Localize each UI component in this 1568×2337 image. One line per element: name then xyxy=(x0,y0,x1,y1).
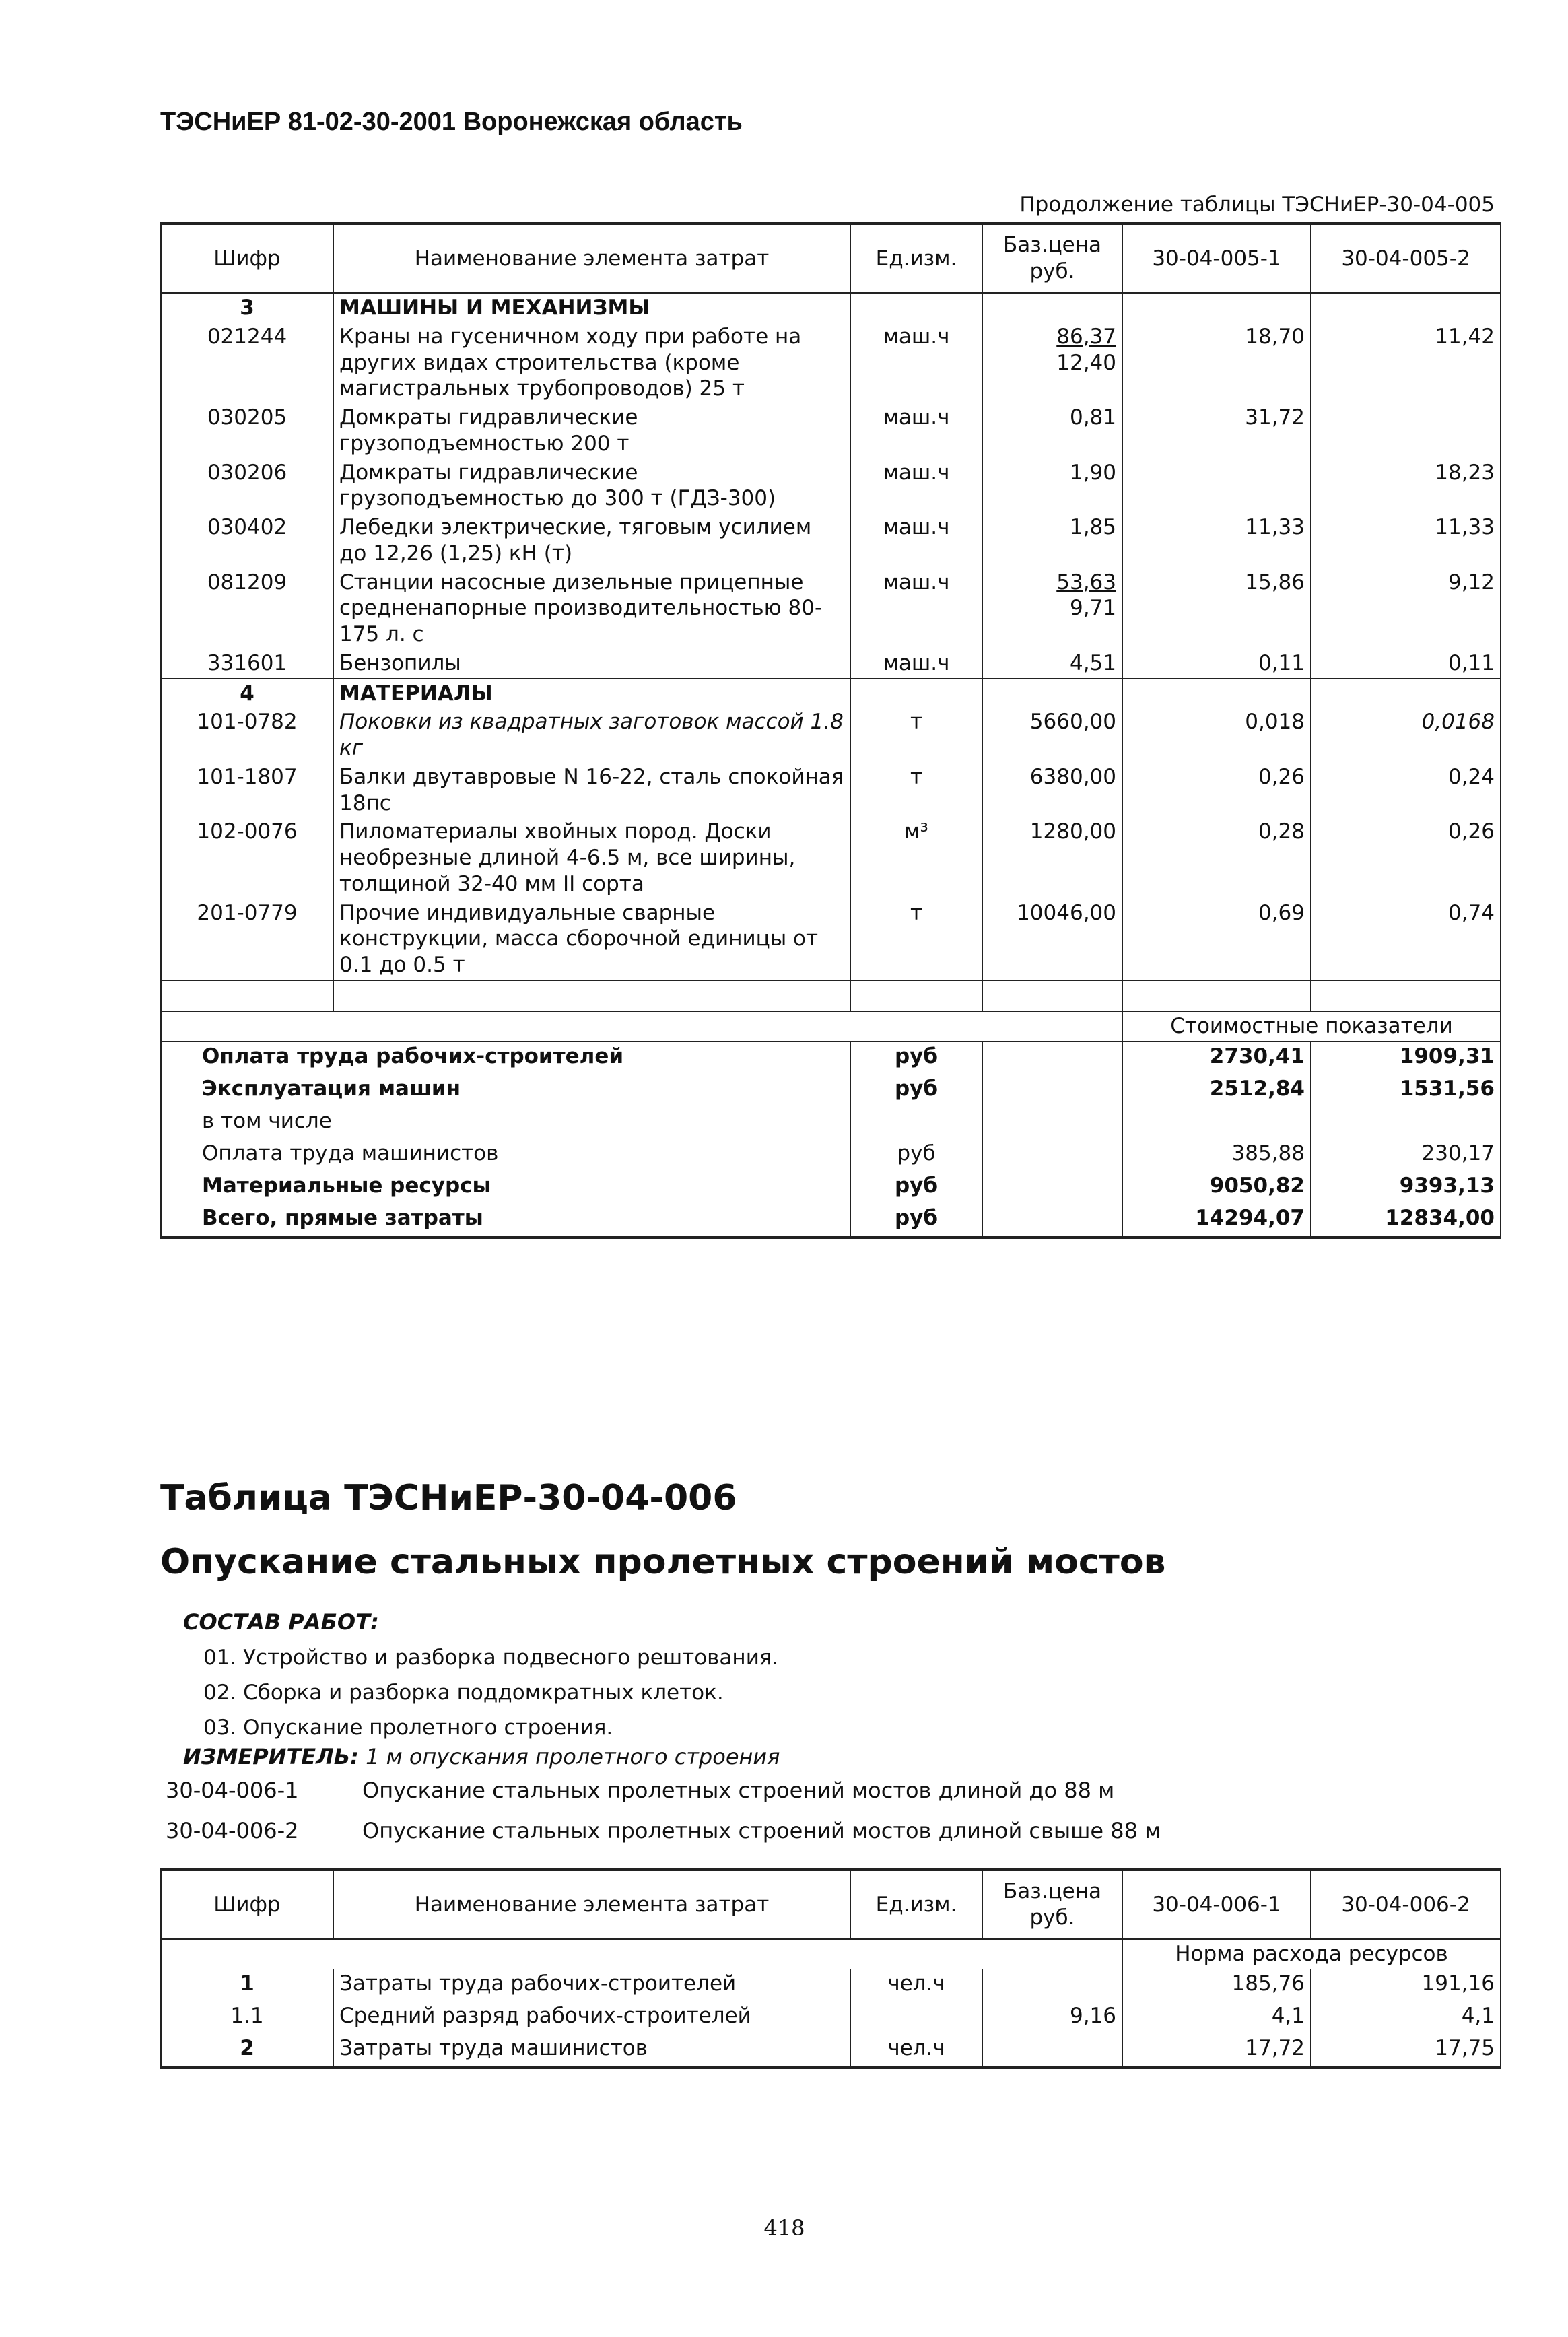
base-price xyxy=(982,323,1122,403)
resource-name: Затраты труда рабочих-строителей xyxy=(333,1969,850,2002)
norm-value-1: 0,018 xyxy=(1122,708,1311,763)
table-row xyxy=(161,817,1501,898)
norm-code: 30-04-006-1 xyxy=(166,1777,299,1803)
cost-indicators-row xyxy=(161,1011,1501,1042)
table-row xyxy=(161,763,1501,818)
price-value: 10046,00 xyxy=(1017,900,1116,925)
table-row xyxy=(161,568,1501,649)
empty-cell xyxy=(850,293,982,323)
table-row xyxy=(161,2034,1501,2068)
page-header: ТЭСНиЕР 81-02-30-2001 Воронежская область xyxy=(160,108,743,136)
summary-value-2: 1909,31 xyxy=(1311,1042,1501,1075)
summary-label: Эксплуатация машин xyxy=(161,1075,850,1107)
resource-code: 030206 xyxy=(161,459,333,514)
col-header: Ед.изм. xyxy=(850,1870,982,1939)
table-header-row xyxy=(161,224,1501,293)
table-header-row xyxy=(161,1870,1501,1939)
resource-code: 1.1 xyxy=(161,2002,333,2034)
unit: маш.ч xyxy=(850,568,982,649)
summary-row xyxy=(161,1042,1501,1075)
col-header: Наименование элемента затрат xyxy=(333,1870,850,1939)
empty-cell xyxy=(982,1042,1122,1075)
table-row xyxy=(161,513,1501,568)
summary-row xyxy=(161,1204,1501,1238)
summary-value-1: 2730,41 xyxy=(1122,1042,1311,1075)
price-value: 4,51 xyxy=(1069,650,1116,675)
norm-value-1: 31,72 xyxy=(1122,403,1311,459)
table-subtitle: Опускание стальных пролетных строений мостов xyxy=(160,1542,1166,1582)
measure-line xyxy=(183,1744,780,1769)
summary-unit xyxy=(850,1107,982,1139)
norm-description: Опускание стальных пролетных строений мостов длиной до 88 м xyxy=(362,1777,1115,1803)
table-row xyxy=(161,899,1501,980)
empty-cell xyxy=(982,1204,1122,1238)
norm-value-1 xyxy=(1122,459,1311,514)
empty-cell xyxy=(1122,293,1311,323)
work-item: 02. Сборка и разборка поддомкратных клеток. xyxy=(203,1681,724,1705)
unit: чел.ч xyxy=(850,1969,982,2002)
summary-label: Оплата труда рабочих-строителей xyxy=(161,1042,850,1075)
col-header: 30-04-005-2 xyxy=(1311,224,1501,293)
base-price xyxy=(982,649,1122,679)
summary-row xyxy=(161,1139,1501,1172)
resource-name: Домкраты гидравлические грузоподъемностью до 300 т (ГДЗ-300) xyxy=(333,459,850,514)
empty-cell xyxy=(982,1107,1122,1139)
section-row xyxy=(161,293,1501,323)
table-row xyxy=(161,1969,1501,2002)
resource-name: Средний разряд рабочих-строителей xyxy=(333,2002,850,2034)
empty-cell xyxy=(1311,293,1501,323)
resource-code: 101-1807 xyxy=(161,763,333,818)
summary-value-2: 1531,56 xyxy=(1311,1075,1501,1107)
resource-name: Балки двутавровые N 16-22, сталь спокойная 18пс xyxy=(333,763,850,818)
table-row xyxy=(161,708,1501,763)
work-composition-label: СОСТАВ РАБОТ: xyxy=(183,1609,379,1635)
unit: м³ xyxy=(850,817,982,898)
base-price: 9,16 xyxy=(982,2002,1122,2034)
summary-value-1 xyxy=(1122,1107,1311,1139)
price-secondary: 9,71 xyxy=(1069,596,1116,621)
cost-table-30-04-005 xyxy=(160,222,1501,1239)
norm-value-2: 17,75 xyxy=(1311,2034,1501,2068)
section-row xyxy=(161,679,1501,708)
summary-value-1: 9050,82 xyxy=(1122,1172,1311,1204)
col-header: Шифр xyxy=(161,224,333,293)
norm-value-1: 0,28 xyxy=(1122,817,1311,898)
base-price xyxy=(982,1969,1122,2002)
norm-value-1: 15,86 xyxy=(1122,568,1311,649)
page-number: 418 xyxy=(763,2215,805,2241)
base-price xyxy=(982,763,1122,818)
section-title: МАТЕРИАЛЫ xyxy=(333,679,850,708)
base-price xyxy=(982,513,1122,568)
unit: чел.ч xyxy=(850,2034,982,2068)
empty-cell xyxy=(850,679,982,708)
resource-name: Пиломатериалы хвойных пород. Доски необрезные длиной 4-6.5 м, все ширины, толщиной 32-40 мм II сорта xyxy=(333,817,850,898)
empty-cell xyxy=(1122,679,1311,708)
continuation-note: Продолжение таблицы ТЭСНиЕР-30-04-005 xyxy=(1019,193,1495,217)
col-header: 30-04-006-1 xyxy=(1122,1870,1311,1939)
unit xyxy=(850,2002,982,2034)
col-header: Ед.изм. xyxy=(850,224,982,293)
empty-cell xyxy=(982,1139,1122,1172)
resource-code: 1 xyxy=(161,1969,333,2002)
summary-unit: руб xyxy=(850,1075,982,1107)
summary-unit: руб xyxy=(850,1204,982,1238)
summary-label: Оплата труда машинистов xyxy=(161,1139,850,1172)
resource-code: 101-0782 xyxy=(161,708,333,763)
base-price xyxy=(982,2034,1122,2068)
work-item: 03. Опускание пролетного строения. xyxy=(203,1716,613,1740)
resource-name: Затраты труда машинистов xyxy=(333,2034,850,2068)
base-price xyxy=(982,708,1122,763)
unit: т xyxy=(850,708,982,763)
unit: маш.ч xyxy=(850,459,982,514)
norm-value-1: 0,11 xyxy=(1122,649,1311,679)
summary-row xyxy=(161,1107,1501,1139)
price-value: 6380,00 xyxy=(1029,764,1116,789)
empty-cell xyxy=(1311,679,1501,708)
summary-value-2: 230,17 xyxy=(1311,1139,1501,1172)
norm-value-2: 4,1 xyxy=(1311,2002,1501,2034)
norm-value-2: 9,12 xyxy=(1311,568,1501,649)
unit: т xyxy=(850,763,982,818)
summary-label: Материальные ресурсы xyxy=(161,1172,850,1204)
norm-row xyxy=(161,1939,1501,1969)
norm-title: Норма расхода ресурсов xyxy=(1122,1939,1501,1969)
norm-value-1: 0,69 xyxy=(1122,899,1311,980)
resource-code: 2 xyxy=(161,2034,333,2068)
table-row xyxy=(161,649,1501,679)
norm-value-1: 18,70 xyxy=(1122,323,1311,403)
table-row xyxy=(161,2002,1501,2034)
resource-code: 030402 xyxy=(161,513,333,568)
norm-value-2: 18,23 xyxy=(1311,459,1501,514)
summary-value-1: 2512,84 xyxy=(1122,1075,1311,1107)
summary-value-2 xyxy=(1311,1107,1501,1139)
norm-value-2: 0,11 xyxy=(1311,649,1501,679)
col-header: 30-04-005-1 xyxy=(1122,224,1311,293)
table-row xyxy=(161,459,1501,514)
work-item: 01. Устройство и разборка подвесного рештования. xyxy=(203,1646,779,1670)
norm-value-2: 0,0168 xyxy=(1311,708,1501,763)
norm-description: Опускание стальных пролетных строений мостов длиной свыше 88 м xyxy=(362,1818,1161,1843)
empty-cell xyxy=(982,1172,1122,1204)
resource-name: Станции насосные дизельные прицепные средненапорные производительностью 80-175 л. с xyxy=(333,568,850,649)
col-header: Шифр xyxy=(161,1870,333,1939)
unit: маш.ч xyxy=(850,649,982,679)
norm-value-2: 0,26 xyxy=(1311,817,1501,898)
summary-value-1: 14294,07 xyxy=(1122,1204,1311,1238)
norm-value-2: 0,74 xyxy=(1311,899,1501,980)
col-header: 30-04-006-2 xyxy=(1311,1870,1501,1939)
section-code: 3 xyxy=(161,293,333,323)
resource-code: 102-0076 xyxy=(161,817,333,898)
table-row xyxy=(161,403,1501,459)
resource-code: 201-0779 xyxy=(161,899,333,980)
price-value: 53,63 xyxy=(1056,570,1116,595)
col-header: Баз.цена руб. xyxy=(982,224,1122,293)
norm-value-1: 11,33 xyxy=(1122,513,1311,568)
resource-code: 331601 xyxy=(161,649,333,679)
norm-value-2: 191,16 xyxy=(1311,1969,1501,2002)
unit: маш.ч xyxy=(850,323,982,403)
norm-value-2: 11,33 xyxy=(1311,513,1501,568)
summary-row xyxy=(161,1075,1501,1107)
summary-value-2: 12834,00 xyxy=(1311,1204,1501,1238)
section-code: 4 xyxy=(161,679,333,708)
price-value: 1,85 xyxy=(1069,515,1116,539)
unit: т xyxy=(850,899,982,980)
summary-unit: руб xyxy=(850,1139,982,1172)
norm-value-1: 185,76 xyxy=(1122,1969,1311,2002)
summary-row xyxy=(161,1172,1501,1204)
table-title: Таблица ТЭСНиЕР-30-04-006 xyxy=(160,1478,737,1518)
price-value: 0,81 xyxy=(1069,405,1116,430)
base-price xyxy=(982,817,1122,898)
base-price xyxy=(982,403,1122,459)
base-price xyxy=(982,899,1122,980)
resource-name: Поковки из квадратных заготовок массой 1.8 кг xyxy=(333,708,850,763)
norm-value-1: 17,72 xyxy=(1122,2034,1311,2068)
unit: маш.ч xyxy=(850,513,982,568)
resource-name: Лебедки электрические, тяговым усилием до 12,26 (1,25) кН (т) xyxy=(333,513,850,568)
resource-code: 021244 xyxy=(161,323,333,403)
summary-label: в том числе xyxy=(161,1107,850,1139)
summary-label: Всего, прямые затраты xyxy=(161,1204,850,1238)
price-secondary: 12,40 xyxy=(1056,350,1116,375)
norm-value-2: 0,24 xyxy=(1311,763,1501,818)
resource-code: 081209 xyxy=(161,568,333,649)
norm-code: 30-04-006-2 xyxy=(166,1818,299,1843)
norm-value-1: 4,1 xyxy=(1122,2002,1311,2034)
col-header: Баз.цена руб. xyxy=(982,1870,1122,1939)
price-value: 86,37 xyxy=(1056,324,1116,349)
norm-value-1: 0,26 xyxy=(1122,763,1311,818)
price-value: 1280,00 xyxy=(1029,819,1116,844)
section-title: МАШИНЫ И МЕХАНИЗМЫ xyxy=(333,293,850,323)
spacer-row xyxy=(161,980,1501,1011)
norm-value-2 xyxy=(1311,403,1501,459)
summary-unit: руб xyxy=(850,1042,982,1075)
resource-table-30-04-006 xyxy=(160,1868,1501,2069)
resource-name: Бензопилы xyxy=(333,649,850,679)
summary-value-1: 385,88 xyxy=(1122,1139,1311,1172)
col-header: Наименование элемента затрат xyxy=(333,224,850,293)
cost-indicators-title: Стоимостные показатели xyxy=(1122,1011,1501,1042)
unit: маш.ч xyxy=(850,403,982,459)
resource-code: 030205 xyxy=(161,403,333,459)
norm-value-2: 11,42 xyxy=(1311,323,1501,403)
table-row xyxy=(161,323,1501,403)
measure-text: 1 м опускания пролетного строения xyxy=(366,1744,780,1769)
price-value: 1,90 xyxy=(1069,460,1116,485)
summary-unit: руб xyxy=(850,1172,982,1204)
resource-name: Прочие индивидуальные сварные конструкции, масса сборочной единицы от 0.1 до 0.5 т xyxy=(333,899,850,980)
empty-cell xyxy=(982,679,1122,708)
price-value: 5660,00 xyxy=(1029,710,1116,735)
resource-name: Краны на гусеничном ходу при работе на других видах строительства (кроме магистральных трубопроводов) 25 т xyxy=(333,323,850,403)
measure-label: ИЗМЕРИТЕЛЬ: xyxy=(183,1744,359,1769)
summary-value-2: 9393,13 xyxy=(1311,1172,1501,1204)
resource-name: Домкраты гидравлические грузоподъемностью 200 т xyxy=(333,403,850,459)
empty-cell xyxy=(982,293,1122,323)
empty-cell xyxy=(982,1075,1122,1107)
base-price xyxy=(982,568,1122,649)
base-price xyxy=(982,459,1122,514)
